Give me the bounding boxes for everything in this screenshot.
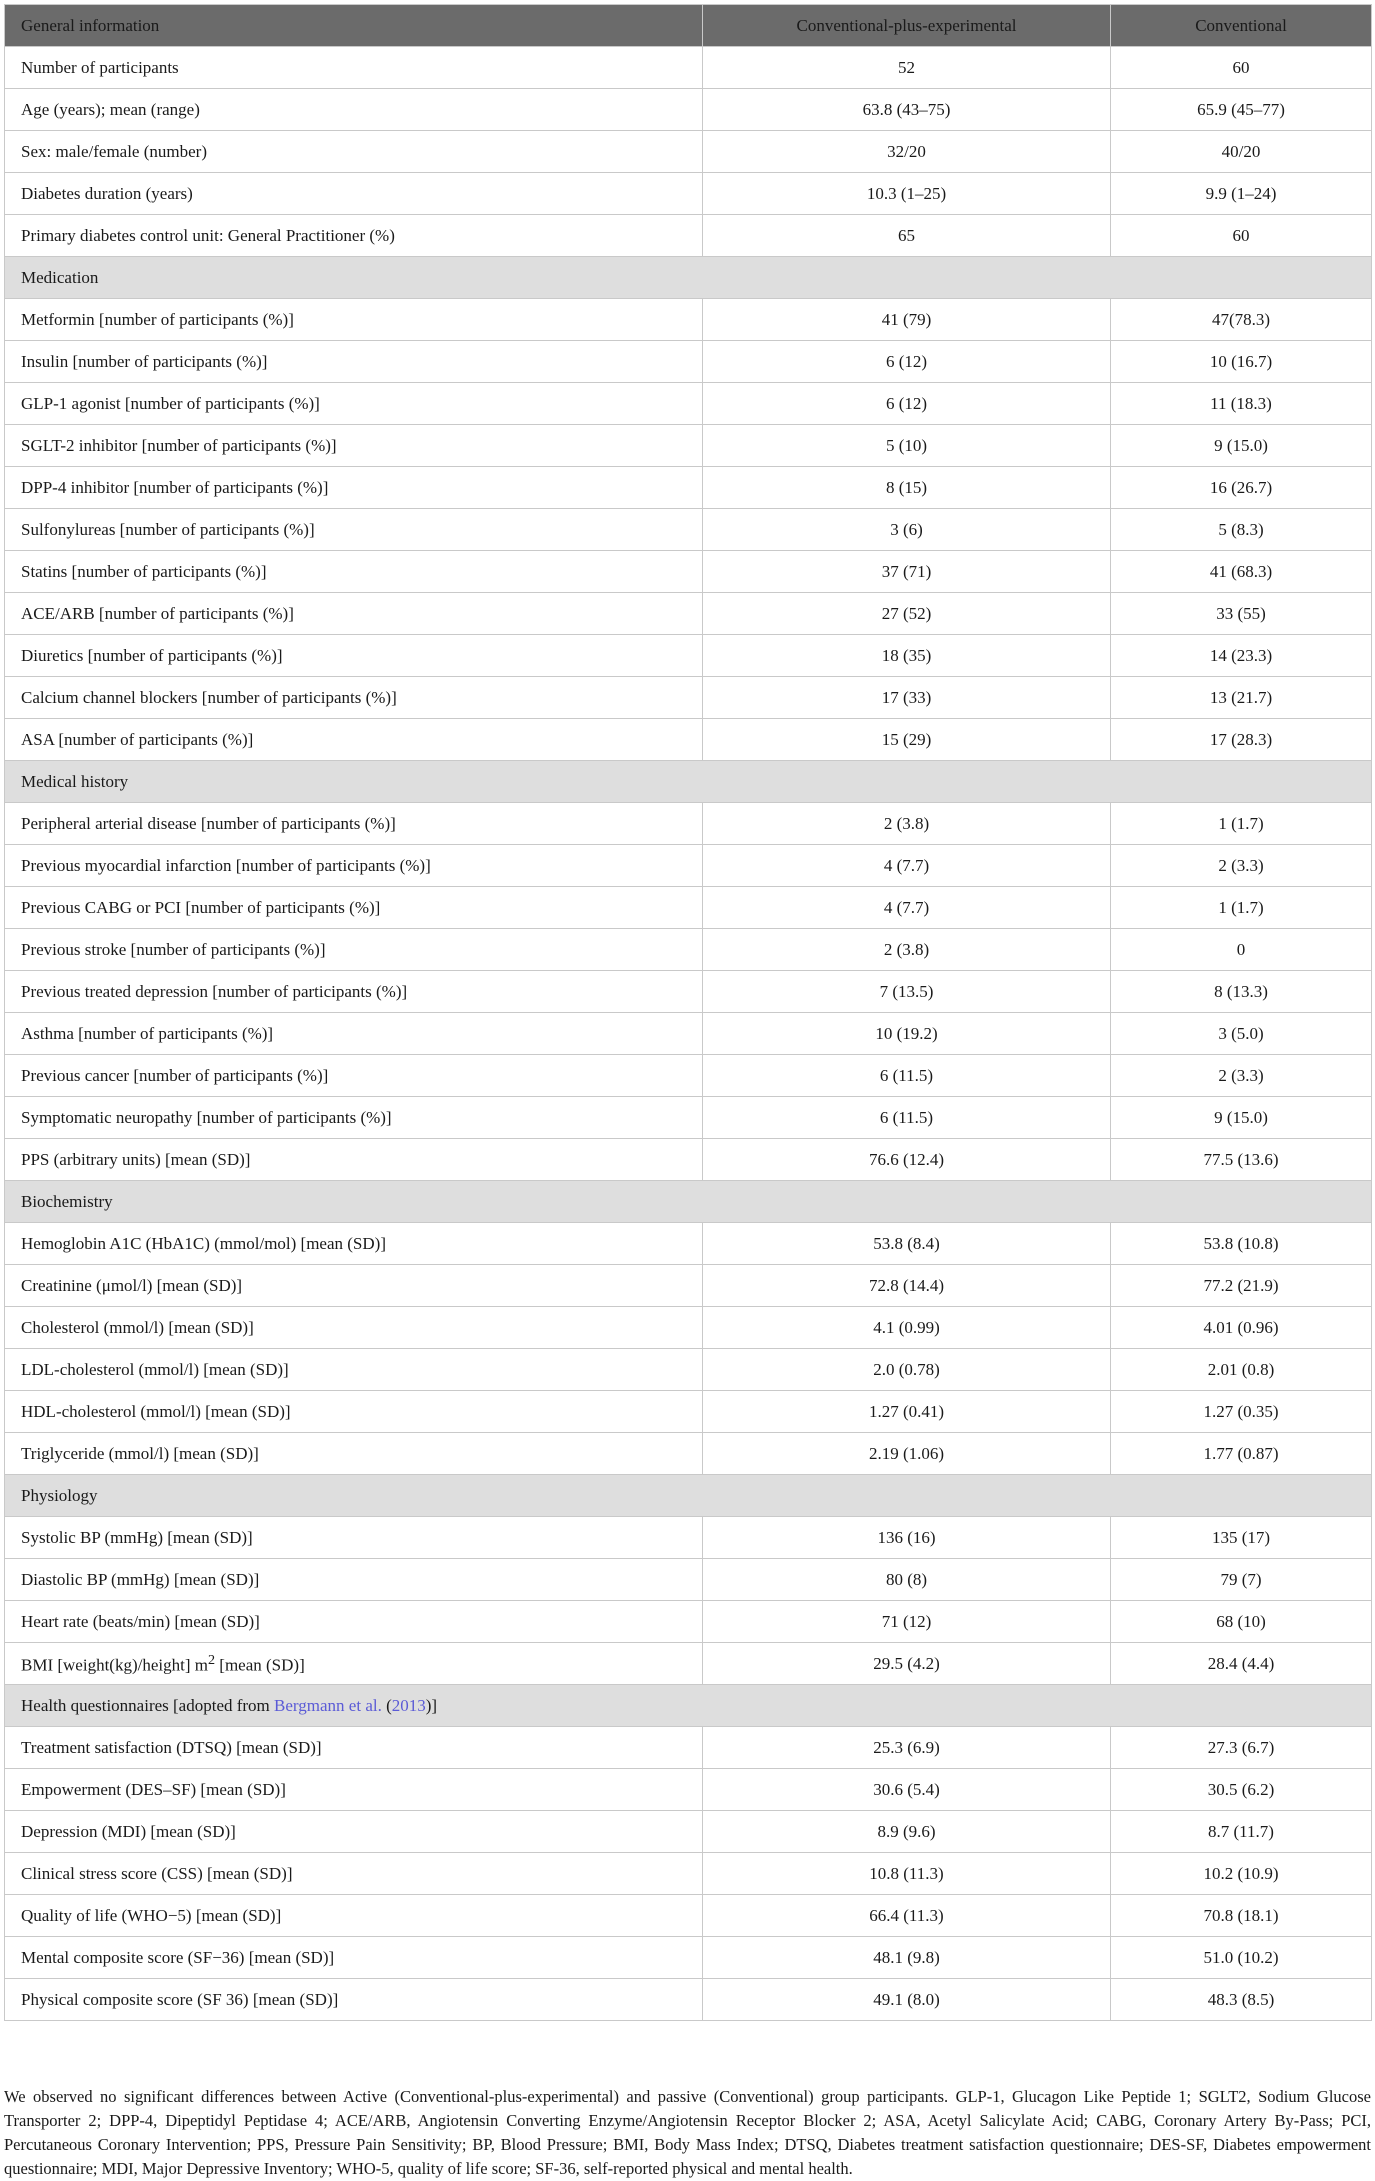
value-conventional: 8 (13.3) <box>1111 971 1372 1013</box>
value-conventional: 53.8 (10.8) <box>1111 1223 1372 1265</box>
row-label: DPP-4 inhibitor [number of participants (%)] <box>5 467 703 509</box>
value-conventional: 1.27 (0.35) <box>1111 1391 1372 1433</box>
table-row <box>5 1601 1372 1643</box>
row-label: Treatment satisfaction (DTSQ) [mean (SD)] <box>5 1727 703 1769</box>
table-row <box>5 341 1372 383</box>
value-experimental: 27 (52) <box>703 593 1111 635</box>
table-header-row <box>5 5 1372 47</box>
table-row <box>5 1013 1372 1055</box>
value-conventional: 14 (23.3) <box>1111 635 1372 677</box>
row-label: Hemoglobin A1C (HbA1C) (mmol/mol) [mean (SD)] <box>5 1223 703 1265</box>
value-conventional: 41 (68.3) <box>1111 551 1372 593</box>
value-experimental: 2.0 (0.78) <box>703 1349 1111 1391</box>
row-label: Sex: male/female (number) <box>5 131 703 173</box>
section-title <box>5 1685 1372 1727</box>
row-label: Creatinine (μmol/l) [mean (SD)] <box>5 1265 703 1307</box>
table-row <box>5 677 1372 719</box>
header-conventional: Conventional <box>1111 5 1372 47</box>
value-experimental: 25.3 (6.9) <box>703 1727 1111 1769</box>
value-experimental: 6 (12) <box>703 383 1111 425</box>
table-row <box>5 383 1372 425</box>
value-conventional: 16 (26.7) <box>1111 467 1372 509</box>
value-conventional: 68 (10) <box>1111 1601 1372 1643</box>
value-conventional: 1 (1.7) <box>1111 803 1372 845</box>
value-experimental: 6 (11.5) <box>703 1055 1111 1097</box>
value-experimental: 4 (7.7) <box>703 845 1111 887</box>
row-label: SGLT-2 inhibitor [number of participants (%)] <box>5 425 703 467</box>
row-label: Number of participants <box>5 47 703 89</box>
value-conventional: 65.9 (45–77) <box>1111 89 1372 131</box>
row-label: Empowerment (DES–SF) [mean (SD)] <box>5 1769 703 1811</box>
value-conventional: 9.9 (1–24) <box>1111 173 1372 215</box>
table-footnote: We observed no significant differences between Active (Conventional-plus-experimental) and passive (Conventional) group participants. GLP-1, Glucagon Like Peptide 1; SGLT2, Sodium Glucose Transporter 2; DPP-4, Dipeptidyl Peptidase 4; ACE/ARB, Angiotensin Converting Enzyme/Angiotensin Receptor Blocker 2; ASA, Acetyl Salicylate Acid; CABG, Coronary Artery By-Pass; PCI, Percutaneous Coronary Intervention; PPS, Pressure Pain Sensitivity; BP, Blood Pressure; BMI, Body Mass Index; DTSQ, Diabetes treatment satisfaction questionnaire; DES-SF, Diabetes empowerment questionnaire; MDI, Major Depressive Inventory; WHO-5, quality of life score; SF-36, self-reported physical and mental health. <box>4 2087 1371 2178</box>
section-title-text: Health questionnaires [adopted from <box>21 1695 275 1715</box>
row-label: ASA [number of participants (%)] <box>5 719 703 761</box>
value-conventional: 60 <box>1111 47 1372 89</box>
section-header-biochemistry <box>5 1181 1372 1223</box>
table-row <box>5 131 1372 173</box>
value-experimental: 17 (33) <box>703 677 1111 719</box>
value-experimental: 15 (29) <box>703 719 1111 761</box>
value-experimental: 72.8 (14.4) <box>703 1265 1111 1307</box>
value-conventional: 0 <box>1111 929 1372 971</box>
row-label: Sulfonylureas [number of participants (%)] <box>5 509 703 551</box>
table-row <box>5 1643 1372 1685</box>
value-experimental: 80 (8) <box>703 1559 1111 1601</box>
table-row <box>5 551 1372 593</box>
value-conventional: 8.7 (11.7) <box>1111 1811 1372 1853</box>
value-experimental: 8 (15) <box>703 467 1111 509</box>
table-row <box>5 1265 1372 1307</box>
reference-open: ( <box>381 1695 392 1715</box>
row-label: Quality of life (WHO−5) [mean (SD)] <box>5 1895 703 1937</box>
row-label: Previous cancer [number of participants (%)] <box>5 1055 703 1097</box>
table-row <box>5 1097 1372 1139</box>
value-experimental: 65 <box>703 215 1111 257</box>
table-row <box>5 803 1372 845</box>
table-row <box>5 1055 1372 1097</box>
value-experimental: 5 (10) <box>703 425 1111 467</box>
section-title: Biochemistry <box>5 1181 1372 1223</box>
value-experimental: 52 <box>703 47 1111 89</box>
table-row <box>5 1811 1372 1853</box>
value-conventional: 33 (55) <box>1111 593 1372 635</box>
value-experimental: 6 (12) <box>703 341 1111 383</box>
value-experimental: 63.8 (43–75) <box>703 89 1111 131</box>
value-experimental: 8.9 (9.6) <box>703 1811 1111 1853</box>
section-title: Medical history <box>5 761 1372 803</box>
row-label: HDL-cholesterol (mmol/l) [mean (SD)] <box>5 1391 703 1433</box>
row-label: Triglyceride (mmol/l) [mean (SD)] <box>5 1433 703 1475</box>
row-label: Heart rate (beats/min) [mean (SD)] <box>5 1601 703 1643</box>
value-conventional: 47(78.3) <box>1111 299 1372 341</box>
row-label: Calcium channel blockers [number of participants (%)] <box>5 677 703 719</box>
header-conventional-plus-experimental: Conventional-plus-experimental <box>703 5 1111 47</box>
row-label: Age (years); mean (range) <box>5 89 703 131</box>
value-conventional: 3 (5.0) <box>1111 1013 1372 1055</box>
row-label: Asthma [number of participants (%)] <box>5 1013 703 1055</box>
row-label: Mental composite score (SF−36) [mean (SD)] <box>5 1937 703 1979</box>
row-label: Diabetes duration (years) <box>5 173 703 215</box>
value-conventional: 11 (18.3) <box>1111 383 1372 425</box>
value-experimental: 18 (35) <box>703 635 1111 677</box>
table-row <box>5 1433 1372 1475</box>
row-label: Statins [number of participants (%)] <box>5 551 703 593</box>
section-header-medical-history <box>5 761 1372 803</box>
section-title-close: )] <box>425 1695 438 1715</box>
value-experimental: 4 (7.7) <box>703 887 1111 929</box>
section-title: Medication <box>5 257 1372 299</box>
table-row <box>5 1769 1372 1811</box>
table-row <box>5 299 1372 341</box>
row-label: Diuretics [number of participants (%)] <box>5 635 703 677</box>
value-experimental: 10.3 (1–25) <box>703 173 1111 215</box>
table-row <box>5 1895 1372 1937</box>
value-conventional: 27.3 (6.7) <box>1111 1727 1372 1769</box>
value-conventional: 40/20 <box>1111 131 1372 173</box>
row-label: Previous CABG or PCI [number of participants (%)] <box>5 887 703 929</box>
value-conventional: 48.3 (8.5) <box>1111 1979 1372 2021</box>
value-experimental: 71 (12) <box>703 1601 1111 1643</box>
table-row <box>5 1727 1372 1769</box>
header-general-information: General information <box>5 5 703 47</box>
table-row <box>5 593 1372 635</box>
table-row <box>5 635 1372 677</box>
value-experimental: 29.5 (4.2) <box>703 1643 1111 1685</box>
table-row <box>5 1349 1372 1391</box>
value-experimental: 10 (19.2) <box>703 1013 1111 1055</box>
value-conventional: 5 (8.3) <box>1111 509 1372 551</box>
value-conventional: 9 (15.0) <box>1111 425 1372 467</box>
value-conventional: 135 (17) <box>1111 1517 1372 1559</box>
row-label: Previous myocardial infarction [number of participants (%)] <box>5 845 703 887</box>
row-label: Previous treated depression [number of participants (%)] <box>5 971 703 1013</box>
row-label: Cholesterol (mmol/l) [mean (SD)] <box>5 1307 703 1349</box>
row-label: Physical composite score (SF 36) [mean (SD)] <box>5 1979 703 2021</box>
value-experimental: 41 (79) <box>703 299 1111 341</box>
value-experimental: 37 (71) <box>703 551 1111 593</box>
value-conventional: 10.2 (10.9) <box>1111 1853 1372 1895</box>
value-experimental: 2 (3.8) <box>703 803 1111 845</box>
value-experimental: 2 (3.8) <box>703 929 1111 971</box>
value-conventional: 17 (28.3) <box>1111 719 1372 761</box>
row-label: Clinical stress score (CSS) [mean (SD)] <box>5 1853 703 1895</box>
table-row <box>5 1517 1372 1559</box>
value-experimental: 76.6 (12.4) <box>703 1139 1111 1181</box>
baseline-characteristics-table <box>4 4 1372 2021</box>
value-experimental: 30.6 (5.4) <box>703 1769 1111 1811</box>
value-conventional: 77.5 (13.6) <box>1111 1139 1372 1181</box>
value-conventional: 9 (15.0) <box>1111 1097 1372 1139</box>
bmi-label-suffix: [mean (SD)] <box>215 1655 305 1675</box>
value-conventional: 30.5 (6.2) <box>1111 1769 1372 1811</box>
table-row <box>5 425 1372 467</box>
row-label <box>5 1643 703 1685</box>
value-experimental: 6 (11.5) <box>703 1097 1111 1139</box>
table-row <box>5 1559 1372 1601</box>
table-row <box>5 509 1372 551</box>
value-conventional: 70.8 (18.1) <box>1111 1895 1372 1937</box>
section-title: Physiology <box>5 1475 1372 1517</box>
row-label: PPS (arbitrary units) [mean (SD)] <box>5 1139 703 1181</box>
table-row <box>5 1937 1372 1979</box>
reference-link-year[interactable]: 2013 <box>391 1695 426 1715</box>
table-row <box>5 971 1372 1013</box>
value-conventional: 2 (3.3) <box>1111 1055 1372 1097</box>
value-experimental: 66.4 (11.3) <box>703 1895 1111 1937</box>
value-experimental: 1.27 (0.41) <box>703 1391 1111 1433</box>
section-header-physiology <box>5 1475 1372 1517</box>
table-row <box>5 1139 1372 1181</box>
value-experimental: 3 (6) <box>703 509 1111 551</box>
table-row <box>5 89 1372 131</box>
value-conventional: 28.4 (4.4) <box>1111 1643 1372 1685</box>
table-row <box>5 1391 1372 1433</box>
row-label: Insulin [number of participants (%)] <box>5 341 703 383</box>
reference-link-author[interactable]: Bergmann et al. <box>274 1695 382 1715</box>
value-experimental: 49.1 (8.0) <box>703 1979 1111 2021</box>
value-conventional: 2 (3.3) <box>1111 845 1372 887</box>
section-header-health-questionnaires <box>5 1685 1372 1727</box>
table-row <box>5 1979 1372 2021</box>
row-label: Diastolic BP (mmHg) [mean (SD)] <box>5 1559 703 1601</box>
section-header-medication <box>5 257 1372 299</box>
table-row <box>5 173 1372 215</box>
row-label: Depression (MDI) [mean (SD)] <box>5 1811 703 1853</box>
value-conventional: 79 (7) <box>1111 1559 1372 1601</box>
row-label: Primary diabetes control unit: General Practitioner (%) <box>5 215 703 257</box>
value-experimental: 48.1 (9.8) <box>703 1937 1111 1979</box>
value-conventional: 4.01 (0.96) <box>1111 1307 1372 1349</box>
value-experimental: 136 (16) <box>703 1517 1111 1559</box>
table-row <box>5 719 1372 761</box>
value-conventional: 1.77 (0.87) <box>1111 1433 1372 1475</box>
value-experimental: 32/20 <box>703 131 1111 173</box>
table-row <box>5 1307 1372 1349</box>
value-conventional: 13 (21.7) <box>1111 677 1372 719</box>
row-label: Symptomatic neuropathy [number of participants (%)] <box>5 1097 703 1139</box>
row-label: Peripheral arterial disease [number of participants (%)] <box>5 803 703 845</box>
row-label: Systolic BP (mmHg) [mean (SD)] <box>5 1517 703 1559</box>
bmi-label-text: BMI [weight(kg)/height] m <box>21 1655 208 1675</box>
table-row <box>5 887 1372 929</box>
value-experimental: 2.19 (1.06) <box>703 1433 1111 1475</box>
row-label: Metformin [number of participants (%)] <box>5 299 703 341</box>
value-conventional: 1 (1.7) <box>1111 887 1372 929</box>
value-experimental: 53.8 (8.4) <box>703 1223 1111 1265</box>
table-row <box>5 845 1372 887</box>
table-row <box>5 1853 1372 1895</box>
value-conventional: 51.0 (10.2) <box>1111 1937 1372 1979</box>
table-row <box>5 1223 1372 1265</box>
row-label: Previous stroke [number of participants (%)] <box>5 929 703 971</box>
value-experimental: 4.1 (0.99) <box>703 1307 1111 1349</box>
row-label: LDL-cholesterol (mmol/l) [mean (SD)] <box>5 1349 703 1391</box>
row-label: ACE/ARB [number of participants (%)] <box>5 593 703 635</box>
bmi-label-superscript: 2 <box>207 1651 216 1668</box>
table-row <box>5 929 1372 971</box>
value-conventional: 60 <box>1111 215 1372 257</box>
table-row <box>5 47 1372 89</box>
value-experimental: 7 (13.5) <box>703 971 1111 1013</box>
value-experimental: 10.8 (11.3) <box>703 1853 1111 1895</box>
value-conventional: 77.2 (21.9) <box>1111 1265 1372 1307</box>
value-conventional: 10 (16.7) <box>1111 341 1372 383</box>
table-row <box>5 215 1372 257</box>
value-conventional: 2.01 (0.8) <box>1111 1349 1372 1391</box>
row-label: GLP-1 agonist [number of participants (%)] <box>5 383 703 425</box>
table-row <box>5 467 1372 509</box>
